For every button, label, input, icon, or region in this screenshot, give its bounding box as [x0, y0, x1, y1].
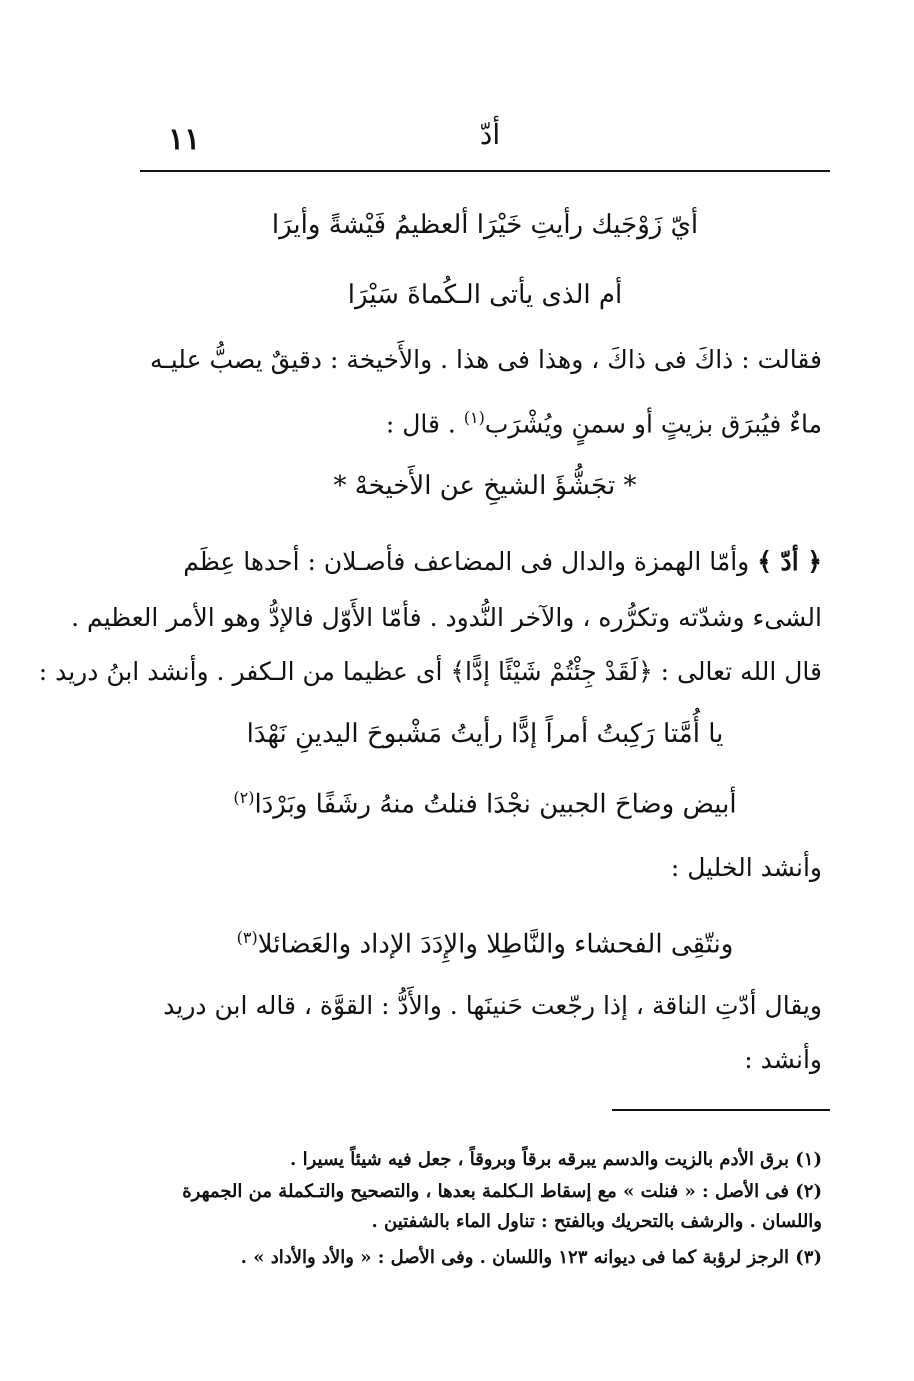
footnote-marker: (٣) — [236, 928, 258, 947]
entry-headword: ﴿ أدّ ﴾ — [757, 547, 822, 576]
footnote-2-continued: واللسان . والرشف بالتحريك وبالفتح : تناول الماء بالشفتين . — [371, 1211, 822, 1232]
paragraph-line: فقالت : ذاكَ فى ذاكَ ، وهذا فى هذا . والأَخيخة : دقيقٌ يصبُّ عليـه — [150, 345, 822, 374]
header-rule — [140, 170, 830, 172]
paragraph-text: . قال : — [385, 409, 456, 439]
footnote-marker: (١) — [463, 408, 485, 427]
entry-first-line — [82, 542, 822, 582]
verse-line-4: يا أُمَّتا رَكِبتُ أمراً إدًّا رأيتُ مَشْبوحَ اليدينِ نَهْدَا — [246, 719, 724, 749]
footnote-1: (١) برق الأدم بالزيت والدسم يبرقه برقاً وبروقاً ، جعل فيه شيئاً يسيرا . — [290, 1149, 822, 1170]
footnote-marker: (٢) — [233, 788, 255, 807]
verse-text: أبيض وضاحَ الجبين نجْدَا فنلتُ منهُ رشَفًا وبَرْدَا — [254, 789, 737, 820]
verse-line-2: أم الذى يأتى الـكُماةَ سَيْرَا — [347, 280, 623, 310]
paragraph-text: ماءٌ فيُبرَق بزيتٍ أو سمنٍ ويُشْرَب — [484, 409, 822, 439]
verse-line-3: * تجَشُّؤَ الشيخِ عن الأَخيخهْ * — [333, 471, 637, 501]
verse-line-1: أيّ زَوْجَيك رأيتِ خَيْرَا ألعظيمُ فَيْشةً وأيرَا — [271, 210, 699, 240]
paragraph-line: قال الله تعالى : ﴿لَقَدْ جِئْتُمْ شَيْئًا إدًّا﴾ أى عظيما من الـكفر . وأنشد ابنُ دريد : — [38, 657, 822, 686]
verse-line-5 — [140, 778, 830, 825]
paragraph-line — [380, 398, 822, 444]
paragraph-text: وأمّا الهمزة والدال فى المضاعف فأصـلان : أحدها عِظَم — [183, 547, 750, 576]
footnote-2: (٢) فى الأصل : « فنلت » مع إسقاط الـكلمة بعدها ، والتصحيح والتـكملة من الجمهرة — [182, 1181, 822, 1202]
footnote-rule — [612, 1109, 830, 1111]
running-head-root: أدّ — [479, 118, 501, 151]
footnote-3: (٣) الرجز لرؤبة كما فى ديوانه ١٢٣ واللسان . وفى الأصل : « والأد والأداد » . — [240, 1247, 822, 1268]
paragraph-line: ويقال أدّتِ الناقة ، إذا رجّعت حَنينَها . والأَدُّ : القوَّة ، قاله ابن دريد — [163, 991, 822, 1020]
paragraph-line: وأنشد : — [744, 1045, 822, 1074]
verse-text: ونتّقِى الفحشاء والنَّاطِلا والإِدَدَ الإداد والعَضائلا — [257, 929, 734, 960]
paragraph-line: الشىء وشدّته وتكرُّره ، والآخر النُّدود . فأمّا الأَوّل فالإدُّ وهو الأمر العظيم . — [71, 603, 822, 632]
page-number: ١١ — [168, 122, 201, 157]
paragraph-line: وأنشد الخليل : — [670, 853, 822, 882]
verse-line-6 — [140, 918, 830, 965]
